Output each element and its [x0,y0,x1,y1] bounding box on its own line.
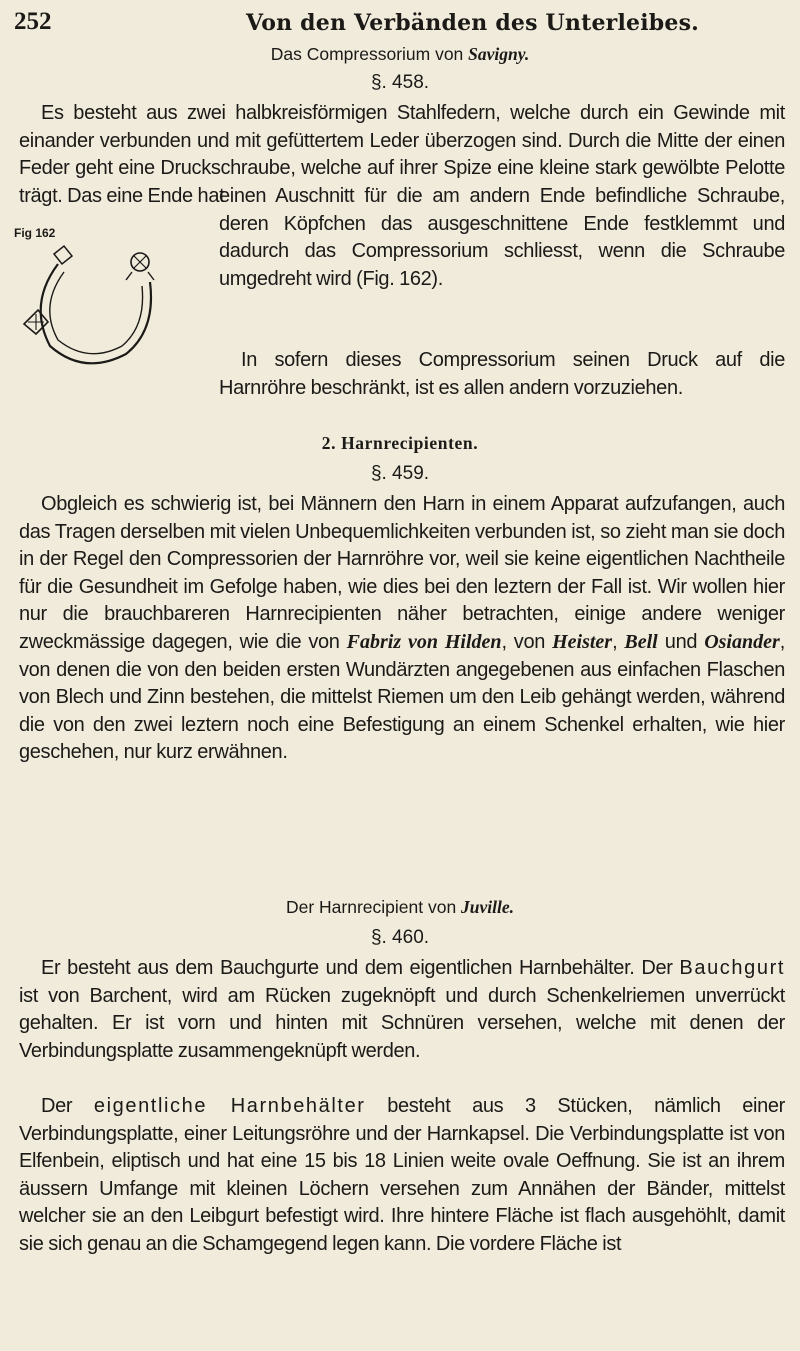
author-name: Fabriz von Hilden [346,630,502,653]
text-run: Er besteht aus dem Bauchgurte und dem eigentlichen Harnbehälter. Der [41,957,680,979]
heading-author: Savigny. [468,44,530,64]
text-run: , von denen die von den beiden ersten Wundärzten angegebenen aus einfachen Flaschen von Blech und Zinn bestehen, die mittelst Riemen um den Leib gehängt werden, während die von den zwei leztern noch eine Befestigung an einem Schenkel erhalten, wie hier geschehen, nur kurz erwähnen. [19,630,785,764]
author-name: Bell [624,630,658,653]
spaced-term: eigentliche Harnbehälter [93,1095,366,1117]
section-heading-compressorium [0,44,800,65]
page-number: 252 [14,8,52,35]
running-title: Von den Verbänden des Unterleibes. [246,10,700,36]
heading-text: Das Compressorium von [270,44,469,64]
paragraph-text: Es besteht aus zwei halbkreisförmigen Stahlfedern, welche durch ein Gewinde mit einander verbunden und mit gefüttertem Leder überzogen sind. Durch die Mitte der einen Feder geht eine Druckschraube, welche auf ihrer Spize eine kleine stark gewölbte Pelotte trägt. Das eine Ende hat [19,102,785,207]
heading-text: Der Harnrecipient von [285,897,462,917]
text-run: und [657,630,705,653]
compressorium-drawing [14,226,214,376]
running-header [14,8,786,38]
hinge-icon [54,246,72,264]
spring-arc-inner [50,272,143,354]
paragraph-text-460a [19,955,785,1065]
paragraph-text-beside-figure: einen Auschnitt für die am andern Ende befindliche Schraube, deren Köpfchen das ausgeschnittene Ende festklemmt und dadurch das Compressorium schliesst, wenn die Schraube umgedreht wird (Fig. 162). [219,185,785,290]
author-name: Osiander [704,630,780,653]
text-run: ist von Barchent, wird am Rücken zugeknöpft und durch Schenkelriemen unverrückt gehalten. Er ist vorn und hinten mit Schnüren versehen, welche mit denen der Verbindungsplatte zusammengeknüpft werden. [19,984,785,1062]
screw-arms [126,272,154,280]
paragraph-number-458: §. 458. [370,72,430,93]
text-run: Obgleich es schwierig ist, bei Männern den Harn in einem Apparat aufzufangen, auch das Tragen derselben mit vielen Unbequemlichkeiten verbunden ist, so zieht man sie doch in der Regel den Compressorien der Harnröhre vor, weil sie keine eigentlichen Nachtheile für die Gesundheit im Gefolge haben, wie dies bei den leztern der Fall ist. Wir wollen hier nur die brauchbareren Harnrecipienten näher betrachten, einige andere weniger zweckmässige dagegen, wie die von [19,493,785,653]
section-heading-harnrecipienten: 2. Harnrecipienten. [321,433,479,453]
paragraph-text-460b [19,1093,785,1259]
paragraph-number-459: §. 459. [370,463,430,484]
figure-162 [14,226,214,376]
paragraph-text-beside-figure-2: In sofern dieses Compressorium seinen Druck auf die Harnröhre beschränkt, ist es allen andern vorzuziehen. [219,349,785,399]
author-name: Heister [552,630,613,653]
screw-slot-icon [134,256,146,268]
text-run: Der [41,1095,94,1117]
text-run: besteht aus 3 Stücken, nämlich einer Verbindungsplatte, einer Leitungsröhre und der Harnkapsel. Die Verbindungsplatte ist von Elfenbein, eliptisch und hat eine 15 bis 18 Linien weite ovale Oeffnung. Sie ist an ihrem äussern Umfange mit kleinen Löchern versehen zum Annähen der Bänder, mittelst welcher sie an den Leibgurt befestigt wird. Ihre hintere Fläche ist flach ausgehöhlt, damit sie sich genau an die Schamgegend legen kann. Die vordere Fläche ist [19,1095,785,1255]
text-run: , [612,630,625,653]
paragraph-text-459 [19,491,785,767]
figure-label: Fig 162 [14,226,56,240]
heading-author: Juville. [461,897,515,917]
spring-arc-outer [41,264,151,363]
spaced-term: Bauchgurt [679,957,785,979]
section-heading-juville [0,897,800,918]
paragraph-number-460: §. 460. [370,927,430,948]
text-run: , von [501,630,553,653]
